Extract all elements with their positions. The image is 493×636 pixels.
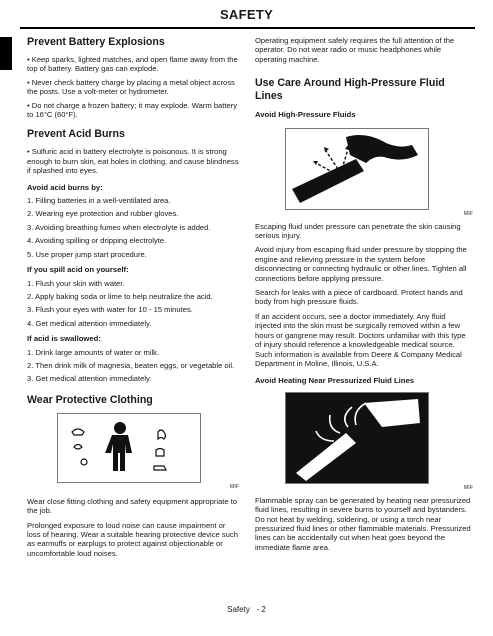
respirator-icon bbox=[156, 448, 164, 456]
list-item: 3. Get medical attention immediately. bbox=[27, 374, 152, 384]
list-item: 1. Filling batteries in a well-ventilated area. bbox=[27, 196, 171, 206]
boot-icon bbox=[154, 466, 166, 470]
page-title: SAFETY bbox=[219, 7, 274, 22]
figure-frame bbox=[285, 128, 429, 210]
hearing-paragraph: Prolonged exposure to loud noise can cause impairment or loss of hearing. Wear a suitable hearing protective device such as earmuffs or earplugs to protect against objectionable or uncomfortable loud noises. bbox=[27, 520, 238, 558]
battery-heading: Prevent Battery Explosions bbox=[27, 36, 165, 48]
list-item: • Do not charge a frozen battery; it may explode. Warm battery to 16°C (60°F). bbox=[27, 100, 238, 120]
right-column bbox=[255, 34, 473, 552]
list-item: 1. Flush your skin with water. bbox=[27, 278, 125, 288]
avoid-acid-heading: Avoid acid burns by: bbox=[27, 182, 103, 192]
figure-frame bbox=[57, 413, 201, 483]
acid-spill-heading: If you spill acid on yourself: bbox=[27, 265, 129, 275]
glove-icon bbox=[158, 430, 166, 439]
acid-swallowed-list bbox=[27, 348, 239, 384]
high-pressure-figure bbox=[255, 128, 473, 220]
clothing-heading: Wear Protective Clothing bbox=[27, 393, 153, 406]
list-item: 5. Use proper jump start procedure. bbox=[27, 249, 147, 259]
heating-figure bbox=[255, 392, 473, 494]
clothing-paragraph: Wear close fitting clothing and safety equipment appropriate to the job. bbox=[27, 496, 238, 516]
left-column bbox=[27, 34, 239, 558]
list-item: 2. Then drink milk of magnesia, beaten eggs, or vegetable oil. bbox=[27, 360, 235, 370]
acid-heading: Prevent Acid Burns bbox=[27, 128, 125, 141]
figure-code: MIF bbox=[463, 484, 473, 491]
earmuffs-icon bbox=[81, 459, 87, 465]
avoid-heating-subheading: Avoid Heating Near Pressurized Fluid Lines bbox=[255, 376, 415, 386]
list-item: 3. Avoiding breathing fumes when electrolyte is added. bbox=[27, 222, 211, 232]
figure-code: MIF bbox=[229, 483, 239, 490]
high-pressure-heading: Use Care Around High-Pressure Fluid Lines bbox=[255, 77, 445, 103]
page-footer bbox=[0, 605, 493, 614]
battery-list bbox=[27, 55, 239, 119]
paragraph: Search for leaks with a piece of cardboard. Protect hands and body from high pressure fluids. bbox=[255, 288, 463, 307]
operator-attention-paragraph: Operating equipment safely requires the full attention of the operator. Do not wear radio or music headphones while operating machine. bbox=[255, 36, 455, 64]
worker-figure-icon bbox=[105, 422, 132, 471]
list-item: 2. Apply baking soda or lime to help neutralize the acid. bbox=[27, 291, 213, 301]
list-item: 4. Avoiding spilling or dripping electrolyte. bbox=[27, 236, 167, 246]
paragraph: If an accident occurs, see a doctor immediately. Any fluid injected into the skin must be surgically removed within a few hours or gangrene may result. Doctors unfamiliar with this type of injury should reference a knowledgeable medical source. Such information is available from Deere & Company Medical Department in Moline, Illinois, U.S.A. bbox=[255, 311, 466, 368]
list-item: 3. Flush your eyes with water for 10 - 15 minutes. bbox=[27, 305, 193, 315]
high-pressure-illustration bbox=[286, 129, 428, 209]
header-rule bbox=[20, 27, 475, 29]
list-item: 1. Drink large amounts of water or milk. bbox=[27, 347, 160, 357]
avoid-acid-list bbox=[27, 196, 239, 259]
paragraph: Avoid injury from escaping fluid under pressure by stopping the engine and relieving pressure in the system before disconnecting or connecting hydraulic or other lines. Tighten all connections before applying pressure. bbox=[255, 245, 467, 283]
figure-frame bbox=[285, 392, 429, 484]
section-tab-marker bbox=[0, 37, 12, 70]
acid-intro: • Sulfuric acid in battery electrolyte is poisonous. It is strong enough to burn skin, eat holes in clothing, and cause blindness if splashed into eyes. bbox=[27, 147, 239, 176]
footer-page-number: - 2 bbox=[256, 605, 266, 614]
list-item: 2. Wearing eye protection and rubber gloves. bbox=[27, 209, 179, 219]
protective-clothing-illustration bbox=[58, 414, 200, 482]
acid-spill-list bbox=[27, 279, 239, 329]
protective-clothing-figure bbox=[27, 413, 239, 495]
footer-section: Safety bbox=[227, 605, 250, 614]
list-item: 4. Get medical attention immediately. bbox=[27, 318, 152, 328]
list-item: • Never check battery charge by placing a metal object across the posts. Use a volt-meter or hydrometer. bbox=[27, 77, 235, 97]
avoid-high-pressure-subheading: Avoid High-Pressure Fluids bbox=[255, 110, 356, 120]
flammable-spray-paragraph: Flammable spray can be generated by heating near pressurized fluid lines, resulting in severe burns to yourself and bystanders. Do not heat by welding, soldering, or using a torch near pressurized fluid lines or other flammable materials. Pressurized lines can be accidentally cut when heat goes beyond the immediate flame area. bbox=[255, 495, 471, 552]
acid-swallowed-heading: If acid is swallowed: bbox=[27, 334, 101, 344]
hard-hat-icon bbox=[72, 429, 84, 435]
paragraph: Escaping fluid under pressure can penetrate the skin causing serious injury. bbox=[255, 221, 461, 241]
heating-illustration bbox=[286, 393, 428, 483]
goggles-icon bbox=[74, 444, 82, 449]
list-item: • Keep sparks, lighted matches, and open flame away from the top of battery. Battery gas can explode. bbox=[27, 55, 238, 74]
figure-code: MIF bbox=[463, 210, 473, 217]
